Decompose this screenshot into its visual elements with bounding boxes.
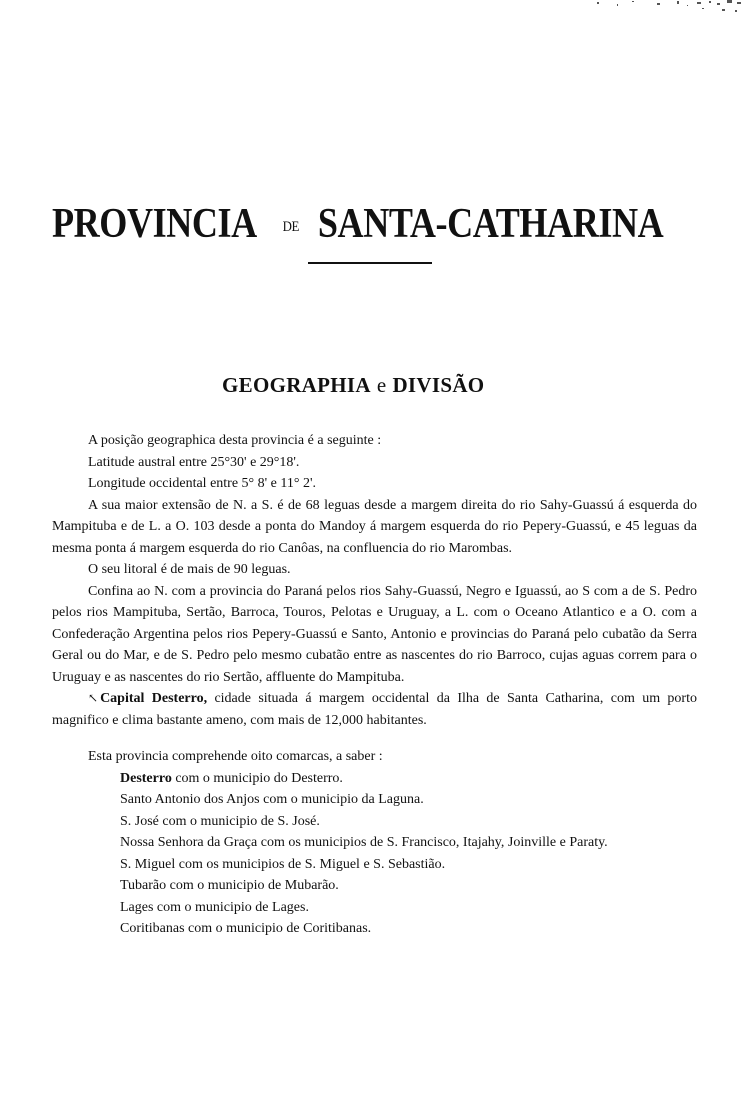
title-divider [308,262,432,264]
extension-paragraph: A sua maior extensão de N. a S. é de 68 leguas desde a margem direita do rio Sahy-Guassú á esquerda do Mampituba e de L. a O. 103 desde a ponta do Mandoy á margem esquerda do rio Pepery-Guassú, e 45 leguas da mesma ponta á margem esquerda do rio Canôas, na confluencia do rio Marombas. [52,497,697,556]
borders-paragraph: Confina ao N. com a provincia do Paraná pelos rios Sahy-Guassú, Negro e Iguassú, ao S com a de S. Pedro pelos rios Mampituba, Sertão, Barroca, Touros, Pelotas e Uruguay, a L. com o Oceano Atlantico e a O. com a Confederação Argentina pelos rios Pepery-Guassú e Santo, Antonio e provincias do Paraná pelo cubatão da Serra Geral ou do Mar, e de S. Pedro pelo mesmo cubatão entre as nascentes do rio Barroco, cujas aguas correm para o Uruguay e as nascentes do rio Sertão, affluente do Mampituba. [52,583,697,685]
longitude-line: Longitude occidental entre 5° 8' e 11° 2'. [88,476,316,491]
section-heading-connector: e [376,373,387,397]
list-item: S. José com o municipio de S. José. [120,813,320,829]
list-item: Tubarão com o municipio de Mubarão. [120,878,339,893]
comarca-desterro-text: com o municipio do Desterro. [175,770,343,786]
list-item: Nossa Senhora da Graça com os municipios de S. Francisco, Itajahy, Joinville e Paraty. [120,835,608,850]
intro-line: A posição geographica desta provincia é a seguinte : [88,433,382,448]
body-text [52,430,697,940]
latitude-line: Latitude austral entre 25°30' e 29°18'. [88,454,300,470]
spacer [52,731,697,746]
list-item: Coritibanas com o municipio de Coritibanas. [120,921,372,936]
comarcas-list [52,768,697,940]
list-item: S. Miguel com os municipios de S. Miguel e S. Sebastião. [120,856,446,872]
coast-line: O seu litoral é de mais de 90 leguas. [88,562,291,577]
title-connector: DE [282,219,299,236]
title-left: PROVINCIA [52,201,257,247]
comarca-desterro: Desterro [120,770,172,786]
capital-label: Capital Desterro, [100,691,208,706]
list-item: Santo Antonio dos Anjos com o municipio da Laguna. [120,792,424,807]
comarcas-intro: Esta provincia comprehende oito comarcas, a saber : [88,749,383,764]
title-right: SANTA-CATHARINA [317,201,664,247]
list-item: Lages com o municipio de Lages. [120,899,309,915]
capital-paragraph [52,688,697,731]
section-heading [222,373,484,398]
page-title [52,200,664,251]
capital-text: cidade situada á margem occidental da Ilha de Santa Catharina, com um porto magnifico e clima bastante ameno, com mais de 12,000 habitantes. [52,691,697,728]
list-item [120,768,697,790]
margin-mark-icon: ↖ [88,691,99,705]
section-heading-end: DIVISÃO [392,373,485,397]
section-heading-main: GEOGRAPHIA [222,373,371,397]
print-speckle-decoration [447,0,747,30]
